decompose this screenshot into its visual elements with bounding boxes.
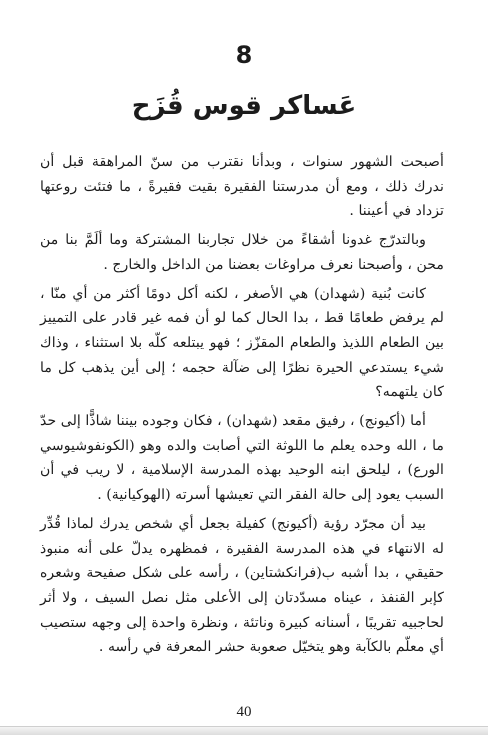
- paragraph-5: بيد أن مجرّد رؤية (أكيونج) كفيلة بجعل أي شخص يدرك لماذا قُدِّر له الانتهاء في هذه المدرسة الفقيرة ، فمظهره يدلّ على أنه منبوذ حقيقي ، بدا أشبه ب(فرانكشتاين) ، رأسه على شكل صفيحة وشعره كإبر القنفذ ، عيناه مسدّدتان إلى الأعلى مثل نصل السيف ، ولا أثر لحاجبيه تقريبًا ، أسنانه كبيرة وناتئة ، ونظرة واحدة إلى وجهه ستصيب أي معلّم بالكآبة وهو يتخيّل صعوبة حشر المعرفة في رأسه .: [40, 515, 444, 656]
- chapter-title: عَساكر قوس قُزَح: [131, 91, 357, 121]
- paragraph-4: أما (أكيونج) ، رفيق مقعد (شهدان) ، فكان وجوده بيننا شاذًّا إلى حدّ ما ، الله وحده يعلم ما اللوثة التي أصابت والده وهو (الكونفوشيوسي الورع) ، ليلحق ابنه الوحيد بهذه المدرسة الإسلامية ، لا ريب في أن السبب يعود إلى حالة الفقر التي تعيشها أسرته (الهوكيانية) .: [40, 413, 444, 504]
- page-number: 40: [236, 704, 252, 720]
- paragraph-2: وبالتدرّج غدونا أشقاءً من خلال تجاربنا المشتركة وما ألَمَّ بنا من محن ، وأصبحنا نعرف مراوغات بعضنا من الداخل والخارج .: [40, 232, 444, 273]
- chapter-body: [40, 150, 444, 664]
- paragraph-1: أصبحت الشهور سنوات ، وبدأنا نقترب من سنّ المراهقة قبل أن ندرك ذلك ، ومع أن مدرستنا الفقيرة بقيت فقيرةً ، ما فتئت روعتها تزداد في أعيننا .: [40, 154, 444, 220]
- page-bottom-edge: [0, 726, 488, 735]
- paragraph-3: كانت بُنية (شهدان) هي الأصغر ، لكنه أكل دومًا أكثر من أي منّا ، لم يرفض طعامًا قط ، بدا الحال كما لو أن فمه غير قادر على التمييز بين الطعام اللذيذ والطعام المقزّز ؛ فهو يبتلعه كلّه بلا استثناء ، وذاك شيء يستدعي الحيرة نظرًا إلى ضآلة حجمه ؛ إلى أين يذهب كل ما كان يلتهمه؟: [40, 285, 444, 401]
- chapter-number: 8: [235, 41, 253, 69]
